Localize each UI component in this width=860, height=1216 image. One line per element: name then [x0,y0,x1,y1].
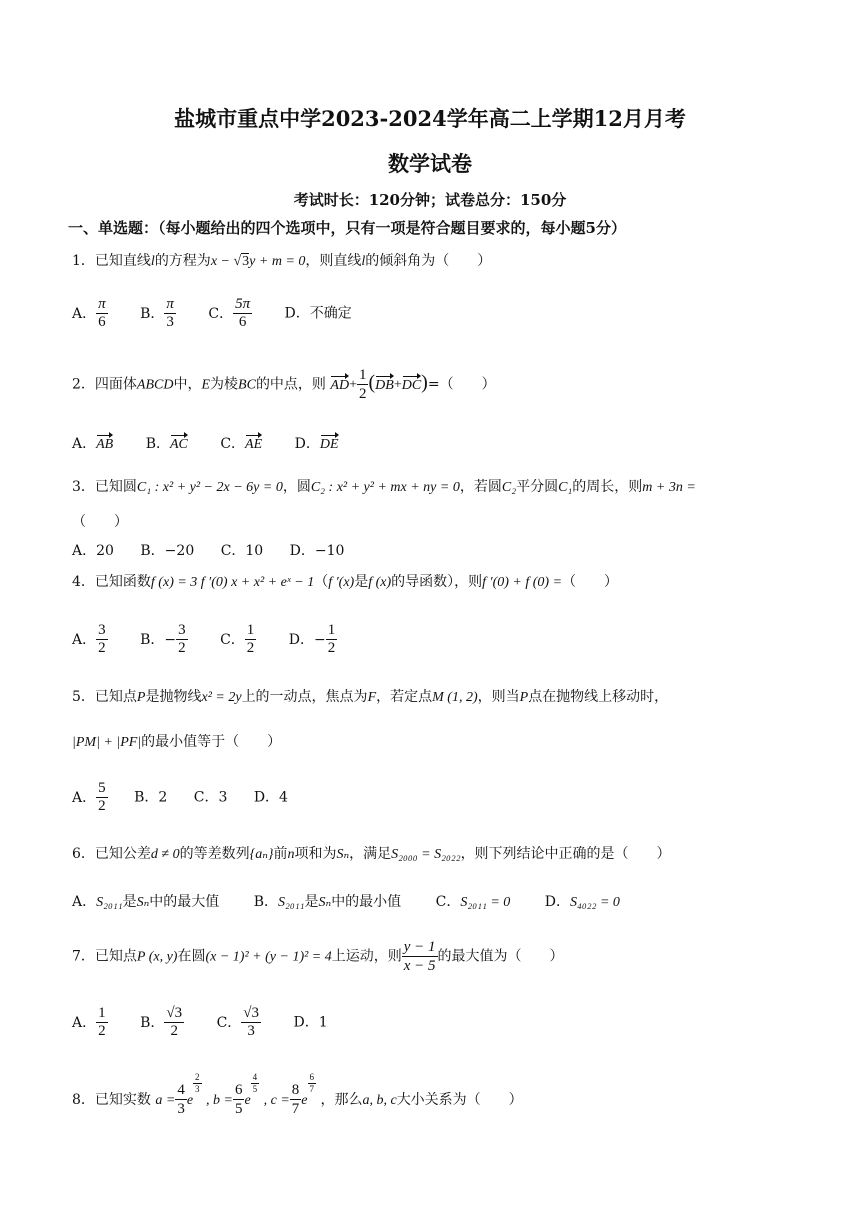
option-b[interactable]: B．2 [134,789,168,806]
option-a[interactable]: A．S₂₀₁₁是Sₙ中的最大值 [72,894,220,910]
option-c[interactable]: C． $\frac{5\pi}{6}$ [208,296,251,330]
exam-title: 盐城市重点中学2023-2024学年高二上学期12月月考 [174,106,686,131]
question-8: 8．已知实数 a = $\frac{4}{3}$ e $\frac{2}{3}$ , b = $\frac{6}{5}$ e $\frac{4}{5}$ , c = $\frac{8}{7}$ e $\frac{6}{7}$ ，那么a, b, c大小关系为（ ） [72,1072,523,1118]
question-7: 7．已知点P (x, y)在圆(x − 1)² + (y − 1)² = 4上运动，则 $\frac{y - 1}{x - 5}$ 的最大值为（ ） [72,939,564,974]
option-c[interactable]: C．10 [220,543,264,559]
question-3-options [72,540,344,560]
option-a[interactable]: A． $\frac{1}{2}$ [72,1005,106,1039]
question-2: 2．四面体ABCD中，E为棱BC的中点，则 AD+ $\frac{1}{2}$ (DB+DC)=（ ） [72,367,496,402]
question-3: 3．已知圆C₁ : x² + y² − 2x − 6y = 0，圆C₂ : x² + y² + mx + ny = 0，若圆C₂平分圆C₁的周长，则m + 3n = [72,479,696,495]
option-c[interactable]: C． $\frac{√3}{3}$ [216,1005,260,1039]
question-5-options [72,780,288,815]
option-b[interactable]: B．− $\frac{3}{2}$ [140,622,186,656]
option-b[interactable]: B．S₂₀₁₁是Sₙ中的最小值 [253,894,402,910]
option-c[interactable]: C．3 [193,789,228,806]
option-a[interactable]: A． $\frac{\pi}{6}$ [72,296,106,330]
question-5-line-2: |PM| + |PF|的最小值等于（ ） [72,734,282,750]
option-b[interactable]: B．AC [146,436,188,452]
question-4: 4．已知函数f (x) = 3 f ′(0) x + x² + eˣ − 1（f ′(x)是f (x)的导函数），则f ′(0) + f (0) =（ ） [72,574,619,590]
option-d[interactable]: D．4 [253,789,288,806]
option-c[interactable]: C．S₂₀₁₁ = 0 [435,894,511,910]
question-1-options [72,296,352,331]
option-a[interactable]: A．AB [72,436,113,452]
option-a[interactable]: A．20 [72,543,114,559]
option-b[interactable]: B．−20 [140,543,195,559]
option-d[interactable]: D．− $\frac{1}{2}$ [288,622,336,656]
option-c[interactable]: C． $\frac{1}{2}$ [220,622,255,656]
exam-meta: 考试时长：120分钟；试卷总分：150分 [293,191,567,209]
exam-subtitle: 数学试卷 [388,151,472,176]
option-d[interactable]: D．S₄₀₂₂ = 0 [544,894,620,910]
option-d[interactable]: D．−10 [289,543,345,559]
option-d[interactable]: D．1 [293,1014,328,1031]
option-d[interactable]: D．DE [295,436,339,452]
question-3-paren: （ ） [72,514,128,530]
option-d[interactable]: D．不确定 [284,305,352,322]
question-4-options [72,622,337,657]
option-b[interactable]: B． $\frac{\pi}{3}$ [140,296,174,330]
option-a[interactable]: A． $\frac{3}{2}$ [72,622,106,656]
question-6-options [72,891,620,911]
question-1: 1．已知直线l的方程为x − √3y + m = 0，则直线l的倾斜角为（ ） [72,253,492,269]
section-heading: 一、单选题：（每小题给出的四个选项中，只有一项是符合题目要求的，每小题5分） [68,219,626,237]
option-b[interactable]: B． $\frac{√3}{2}$ [140,1005,183,1039]
question-6: 6．已知公差d ≠ 0的等差数列{aₙ}前n项和为Sₙ，满足S₂₀₀₀ = S₂₀₂₂，则下列结论中正确的是（ ） [72,846,671,862]
question-2-options [72,433,339,453]
question-5: 5．已知点P是抛物线x² = 2y上的一动点，焦点为F，若定点M (1, 2)，则当P点在抛物线上移动时， [72,689,669,705]
option-a[interactable]: A． $\frac{5}{2}$ [72,780,106,814]
question-7-options [72,1005,328,1040]
option-c[interactable]: C．AE [220,436,262,452]
